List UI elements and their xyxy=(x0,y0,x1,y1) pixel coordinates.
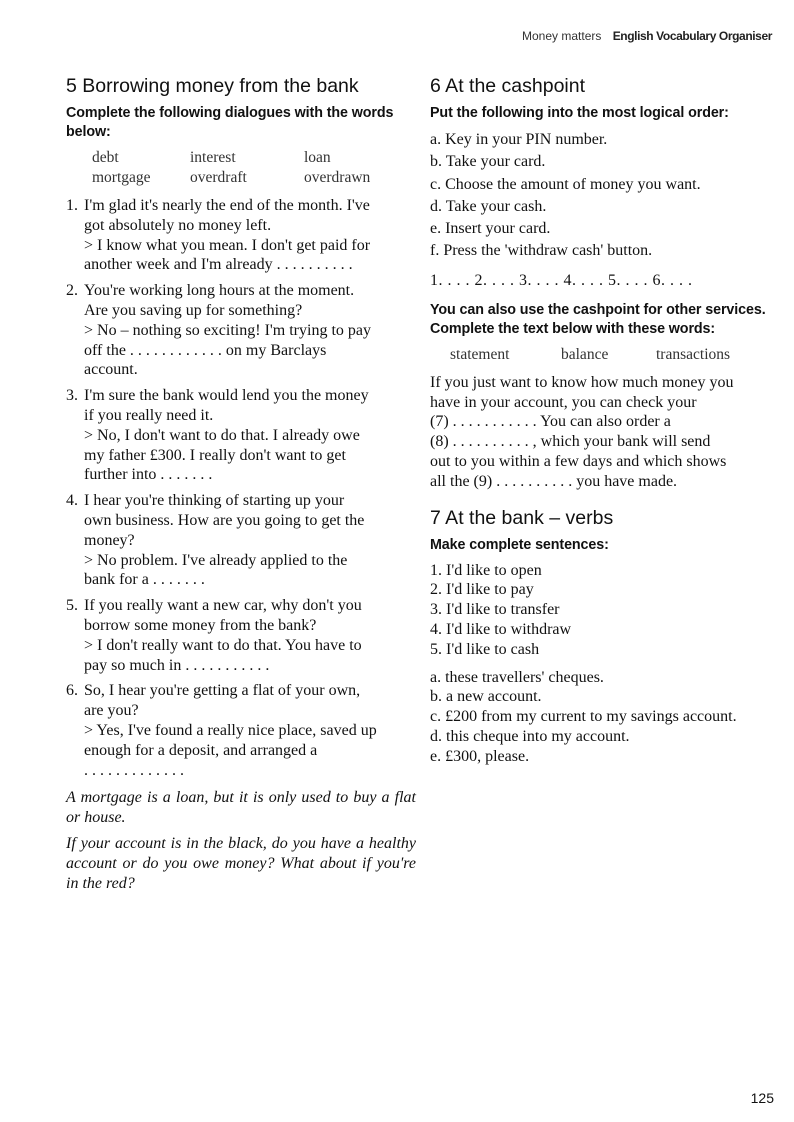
left-column xyxy=(66,74,416,900)
dialogue-line: bank for a . . . . . . . xyxy=(84,571,205,589)
step-item: b. Take your card. xyxy=(430,153,546,171)
note-text: A mortgage is a loan, but it is only used to buy a flat or house. xyxy=(66,789,416,827)
dialogue-line: Are you saving up for something? xyxy=(84,301,303,319)
header-book-title: English Vocabulary Organiser xyxy=(612,29,772,43)
dialogue-line: > I know what you mean. I don't get paid for xyxy=(84,236,371,254)
word-option: statement xyxy=(450,345,510,363)
sentence-ending: c. £200 from my current to my savings account. xyxy=(430,708,737,726)
dialogue-number: 6. xyxy=(66,682,78,700)
dialogue-line: I hear you're thinking of starting up your xyxy=(84,492,345,510)
dialogue-line: enough for a deposit, and arranged a xyxy=(84,741,318,759)
sentence-start: 2. I'd like to pay xyxy=(430,581,534,599)
step-item: a. Key in your PIN number. xyxy=(430,131,608,148)
dialogue-line: money? xyxy=(84,531,135,549)
page-number: 125 xyxy=(750,1090,774,1106)
word-option: debt xyxy=(92,149,119,166)
dialogue-item xyxy=(66,491,416,590)
step-item: e. Insert your card. xyxy=(430,220,551,238)
dialogue-number: 3. xyxy=(66,387,78,405)
dialogue-item xyxy=(66,196,416,275)
order-answer-line: 1. . . . 2. . . . 3. . . . 4. . . . 5. . . . 6. . . . xyxy=(430,271,693,289)
dialogue-line: > I don't really want to do that. You have to xyxy=(84,636,362,654)
word-option: overdrawn xyxy=(304,169,371,186)
dialogue-line: If you really want a new car, why don't you xyxy=(84,597,362,615)
paragraph-line: out to you within a few days and which shows xyxy=(430,452,727,470)
paragraph-line: (8) . . . . . . . . . . , which your bank will send xyxy=(430,433,711,451)
running-header xyxy=(522,29,772,43)
step-item: c. Choose the amount of money you want. xyxy=(430,175,701,193)
step-item: d. Take your cash. xyxy=(430,197,547,215)
section-6-instruction: Put the following into the most logical order: xyxy=(430,105,729,121)
sentence-endings xyxy=(430,668,778,767)
dialogue-line: > No, I don't want to do that. I already owe xyxy=(84,426,360,444)
sentence-ending: a. these travellers' cheques. xyxy=(430,668,604,686)
section-7-title: 7 At the bank – verbs xyxy=(430,506,614,529)
header-topic: Money matters xyxy=(522,29,602,43)
section-5-notes xyxy=(66,788,416,894)
sentence-start: 3. I'd like to transfer xyxy=(430,601,560,619)
dialogue-list xyxy=(66,196,416,780)
dialogue-line: I'm sure the bank would lend you the money xyxy=(84,387,369,405)
dialogue-line: You're working long hours at the moment. xyxy=(84,282,355,300)
word-option: loan xyxy=(304,149,331,166)
word-option: balance xyxy=(561,345,609,363)
dialogue-line: another week and I'm already . . . . . . . . . . xyxy=(84,256,353,274)
dialogue-line: account. xyxy=(84,361,138,379)
section-6-word-box xyxy=(430,345,778,365)
right-column xyxy=(430,74,778,767)
word-option: mortgage xyxy=(92,169,151,186)
dialogue-item xyxy=(66,386,416,485)
dialogue-item xyxy=(66,281,416,380)
step-item: f. Press the 'withdraw cash' button. xyxy=(430,242,653,260)
sentence-ending: e. £300, please. xyxy=(430,747,530,765)
section-7 xyxy=(430,506,778,767)
paragraph-line: have in your account, you can check your xyxy=(430,393,697,411)
note-text: If your account is in the black, do you have a healthy account or do you owe money? What about if you're in the red? xyxy=(66,835,416,893)
word-option: overdraft xyxy=(190,169,247,186)
dialogue-line: off the . . . . . . . . . . . . on my Barclays xyxy=(84,341,327,359)
dialogue-item xyxy=(66,596,416,675)
paragraph-line: (7) . . . . . . . . . . . You can also order a xyxy=(430,413,671,431)
dialogue-line: . . . . . . . . . . . . . xyxy=(84,761,184,779)
dialogue-number: 1. xyxy=(66,197,78,214)
paragraph-line: all the (9) . . . . . . . . . . you have made. xyxy=(430,472,678,490)
section-6-instruction-2: You can also use the cashpoint for other services. Complete the text below with these words: xyxy=(430,301,766,337)
section-5-instruction: Complete the following dialogues with the words below: xyxy=(66,105,394,140)
dialogue-item xyxy=(66,681,416,780)
dialogue-line: further into . . . . . . . xyxy=(84,466,213,484)
dialogue-number: 2. xyxy=(66,282,78,300)
dialogue-line: if you really need it. xyxy=(84,406,214,424)
sentence-starts xyxy=(430,561,778,660)
dialogue-line: So, I hear you're getting a flat of your own, xyxy=(84,682,361,700)
sentence-ending: b. a new account. xyxy=(430,688,542,706)
word-option: interest xyxy=(190,149,236,166)
sentence-start: 4. I'd like to withdraw xyxy=(430,620,572,638)
dialogue-number: 5. xyxy=(66,597,78,615)
sentence-ending: d. this cheque into my account. xyxy=(430,727,630,745)
sentence-start: 1. I'd like to open xyxy=(430,561,542,579)
section-5-word-box xyxy=(66,148,416,188)
sentence-start: 5. I'd like to cash xyxy=(430,640,540,658)
dialogue-line: I'm glad it's nearly the end of the month. I've xyxy=(84,197,370,214)
section-7-instruction: Make complete sentences: xyxy=(430,536,609,553)
section-5-title: 5 Borrowing money from the bank xyxy=(66,75,359,97)
dialogue-number: 4. xyxy=(66,492,78,510)
cashpoint-steps xyxy=(430,129,778,263)
dialogue-line: > No – nothing so exciting! I'm trying to pay xyxy=(84,321,371,339)
word-option: transactions xyxy=(656,345,731,363)
dialogue-line: my father £300. I really don't want to get xyxy=(84,446,346,464)
dialogue-line: > No problem. I've already applied to the xyxy=(84,551,348,569)
section-6-paragraph xyxy=(430,373,778,492)
dialogue-line: > Yes, I've found a really nice place, saved up xyxy=(84,721,377,739)
dialogue-line: got absolutely no money left. xyxy=(84,216,272,234)
dialogue-line: are you? xyxy=(84,702,139,720)
dialogue-line: borrow some money from the bank? xyxy=(84,616,317,634)
section-6-title: 6 At the cashpoint xyxy=(430,75,586,97)
dialogue-line: own business. How are you going to get the xyxy=(84,511,365,529)
paragraph-line: If you just want to know how much money you xyxy=(430,373,734,391)
dialogue-line: pay so much in . . . . . . . . . . . xyxy=(84,656,270,674)
